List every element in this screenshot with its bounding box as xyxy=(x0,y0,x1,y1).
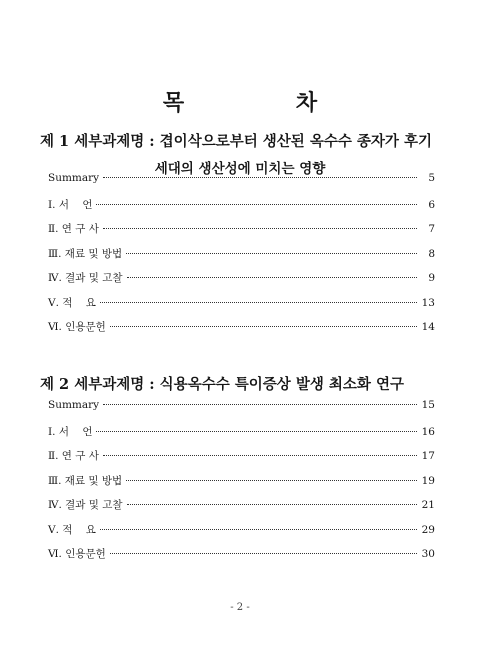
dot-leader xyxy=(103,177,417,178)
toc-entry xyxy=(48,424,435,440)
toc-entry xyxy=(48,546,435,562)
dot-leader xyxy=(126,253,417,254)
section-2-heading-main: 제 2 세부과제명 : 식용옥수수 특이증상 발생 최소화 연구 xyxy=(40,376,404,393)
toc-entry xyxy=(48,399,435,415)
dot-leader xyxy=(96,204,417,205)
toc-entry-label: Ⅴ. 적 요 xyxy=(48,523,96,536)
toc-entry-label: Ⅲ. 재료 및 방법 xyxy=(48,474,123,487)
toc-entry-label: Ⅵ. 인용문헌 xyxy=(48,321,106,333)
dot-leader xyxy=(103,228,417,229)
toc-entry-label: Ⅱ. 연 구 사 xyxy=(48,450,99,462)
dot-leader xyxy=(96,431,417,432)
dot-leader xyxy=(103,404,417,405)
section-2-heading xyxy=(40,373,440,394)
toc-entry-page: 19 xyxy=(421,474,435,487)
toc-entry-page: 13 xyxy=(421,296,435,309)
toc-entry-label: Ⅰ. 서 언 xyxy=(48,198,93,211)
dot-leader xyxy=(127,277,417,278)
toc-entry xyxy=(48,497,435,513)
toc-entry-page: 30 xyxy=(421,548,435,560)
dot-leader xyxy=(127,504,417,505)
toc-entry xyxy=(48,522,435,538)
toc-entry xyxy=(48,221,435,237)
toc-entry-label: Ⅵ. 인용문헌 xyxy=(48,548,106,560)
dot-leader xyxy=(103,455,417,456)
toc-entry-page: 29 xyxy=(421,523,435,536)
toc-entry-page: 21 xyxy=(421,499,435,511)
toc-entry xyxy=(48,246,435,262)
toc-entry-label: Ⅴ. 적 요 xyxy=(48,296,96,309)
toc-entry-page: 7 xyxy=(428,223,435,235)
toc-entry-page: 17 xyxy=(421,450,435,462)
toc-entry-page: 9 xyxy=(428,272,435,284)
toc-entry-label: Summary xyxy=(48,172,100,184)
toc-entry xyxy=(48,448,435,464)
dot-leader xyxy=(100,529,417,530)
page-title: 목 차 xyxy=(162,90,370,116)
section-1-heading-main: 제 1 세부과제명 : 겹이삭으로부터 생산된 옥수수 종자가 후기 xyxy=(40,133,432,150)
toc-entry-label: Ⅱ. 연 구 사 xyxy=(48,223,99,235)
dot-leader xyxy=(126,480,417,481)
toc-entry-label: Ⅲ. 재료 및 방법 xyxy=(48,247,123,260)
toc-entry-page: 6 xyxy=(428,198,435,211)
toc-entry xyxy=(48,197,435,213)
toc-entry xyxy=(48,295,435,311)
section-1-heading-sub: 세대의 생산성에 미치는 영향 xyxy=(154,161,326,177)
toc-entry xyxy=(48,473,435,489)
toc-entry-label: Ⅰ. 서 언 xyxy=(48,425,93,438)
dot-leader xyxy=(110,553,417,554)
toc-entry-page: 14 xyxy=(421,321,435,333)
toc-entry xyxy=(48,319,435,335)
toc-entry-page: 16 xyxy=(421,425,435,438)
toc-entry-label: Ⅳ. 결과 및 고찰 xyxy=(48,499,123,511)
toc-entry-label: Ⅳ. 결과 및 고찰 xyxy=(48,272,123,284)
page-number: - 2 - xyxy=(230,602,250,613)
dot-leader xyxy=(100,302,417,303)
toc-entry-label: Summary xyxy=(48,399,100,411)
toc-entry-page: 15 xyxy=(421,399,435,411)
section-1-heading xyxy=(40,130,440,177)
toc-entry-page: 8 xyxy=(428,247,435,260)
toc-entry xyxy=(48,270,435,286)
dot-leader xyxy=(110,326,417,327)
toc-entry xyxy=(48,172,435,188)
toc-entry-page: 5 xyxy=(428,172,435,184)
